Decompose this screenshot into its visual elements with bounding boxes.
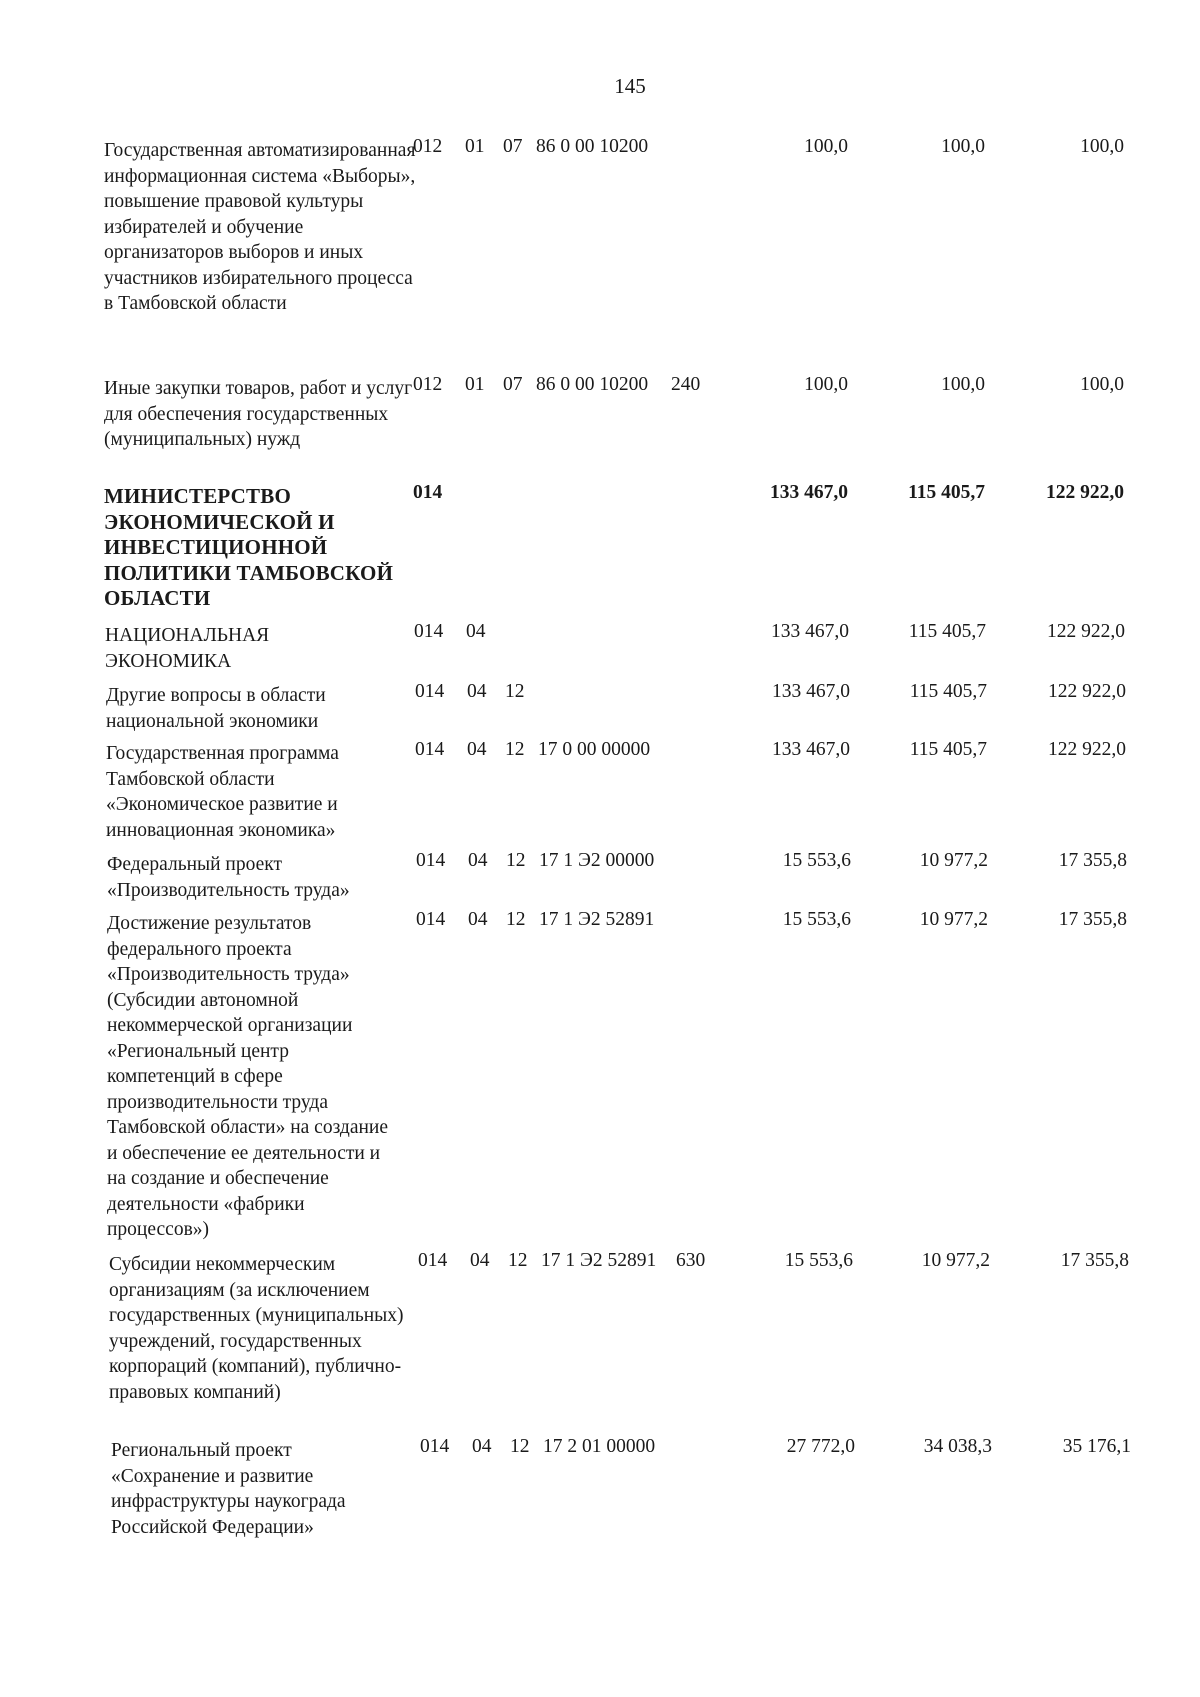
row-name: Другие вопросы в области национальной экономики [106,685,326,732]
cell-vr: 630 [676,1250,706,1271]
cell-sum-3: 100,0 [1080,136,1124,157]
cell-sum-3: 122 922,0 [1048,681,1126,702]
row-name: Государственная автоматизированная информационная система «Выборы», повышение правовой культуры избирателей и обучение организаторов выборов и иных участников избирательного процесса в Тамбовской области [104,140,416,314]
cell-sum-2: 10 977,2 [919,909,988,930]
cell-sum-3: 17 355,8 [1058,850,1127,871]
cell-vr: 240 [671,374,701,395]
cell-ved: 014 [416,850,446,871]
cell-pr: 12 [505,681,525,702]
cell-pr: 12 [505,739,525,760]
cell-rz: 01 [465,136,485,157]
cell-sum-1: 15 553,6 [784,1250,853,1271]
cell-csr: 17 2 01 00000 [543,1436,656,1457]
cell-ved: 014 [415,739,445,760]
cell-csr: 17 1 Э2 52891 [539,909,655,930]
cell-sum-3: 122 922,0 [1048,739,1126,760]
cell-ved: 012 [413,136,443,157]
cell-sum-1: 15 553,6 [782,909,851,930]
cell-sum-1: 133 467,0 [772,681,850,702]
cell-rz: 04 [467,739,487,760]
cell-sum-2: 100,0 [941,136,985,157]
cell-rz: 04 [467,681,487,702]
cell-sum-3: 17 355,8 [1058,909,1127,930]
cell-sum-3: 122 922,0 [1046,482,1124,503]
row-name: Иные закупки товаров, работ и услуг для обеспечения государственных (муниципальных) нужд [104,378,413,450]
cell-ved: 014 [418,1250,448,1271]
cell-ved: 012 [413,374,443,395]
cell-sum-1: 100,0 [804,136,848,157]
cell-sum-3: 17 355,8 [1060,1250,1129,1271]
cell-pr: 12 [506,909,526,930]
cell-sum-1: 133 467,0 [771,621,849,642]
cell-sum-2: 10 977,2 [921,1250,990,1271]
cell-rz: 04 [468,850,488,871]
row-name: Государственная программа Тамбовской области «Экономическое развитие и инновационная экономика» [106,743,339,841]
cell-sum-3: 122 922,0 [1047,621,1125,642]
cell-sum-1: 100,0 [804,374,848,395]
cell-sum-2: 34 038,3 [923,1436,992,1457]
cell-ved: 014 [414,621,444,642]
cell-csr: 17 0 00 00000 [538,739,651,760]
cell-sum-2: 115 405,7 [909,739,987,760]
row-name: Федеральный проект «Производительность труда» [107,854,350,901]
cell-sum-1: 133 467,0 [770,482,848,503]
cell-pr: 07 [503,136,523,157]
cell-sum-1: 27 772,0 [786,1436,855,1457]
page-number: 145 [614,74,646,98]
cell-sum-3: 100,0 [1080,374,1124,395]
cell-sum-2: 10 977,2 [919,850,988,871]
cell-rz: 04 [468,909,488,930]
cell-rz: 01 [465,374,485,395]
row-name: МИНИСТЕРСТВО ЭКОНОМИЧЕСКОЙ И ИНВЕСТИЦИОННОЙ ПОЛИТИКИ ТАМБОВСКОЙ ОБЛАСТИ [104,484,394,610]
cell-sum-2: 115 405,7 [908,621,986,642]
row-name: Субсидии некоммерческим организациям (за исключением государственных (муниципальных) учреждений, государственных корпораций (компаний), публично-правовых компаний) [109,1254,404,1403]
cell-sum-2: 115 405,7 [908,482,985,503]
cell-pr: 07 [503,374,523,395]
cell-csr: 17 1 Э2 00000 [539,850,655,871]
cell-csr: 86 0 00 10200 [536,136,649,157]
cell-sum-1: 15 553,6 [782,850,851,871]
row-name: НАЦИОНАЛЬНАЯ ЭКОНОМИКА [105,625,270,672]
cell-csr: 17 1 Э2 52891 [541,1250,657,1271]
cell-rz: 04 [472,1436,492,1457]
cell-ved: 014 [413,482,443,503]
cell-ved: 014 [420,1436,450,1457]
row-name: Региональный проект «Сохранение и развитие инфраструктуры наукограда Российской Федерации» [111,1440,346,1538]
cell-rz: 04 [470,1250,490,1271]
cell-sum-2: 115 405,7 [909,681,987,702]
cell-pr: 12 [510,1436,530,1457]
cell-pr: 12 [508,1250,528,1271]
cell-ved: 014 [415,681,445,702]
cell-ved: 014 [416,909,446,930]
cell-pr: 12 [506,850,526,871]
cell-sum-3: 35 176,1 [1062,1436,1131,1457]
cell-rz: 04 [466,621,486,642]
cell-sum-1: 133 467,0 [772,739,850,760]
cell-sum-2: 100,0 [941,374,985,395]
row-name: Достижение результатов федерального проекта «Производительность труда» (Субсидии автономной некоммерческой организации «Региональный центр компетенций в сфере производительности труда Тамбовской области» на создание и обеспечение ее деятельности и на создание и обеспечение деятельности «фабрики процессов») [107,913,389,1240]
cell-csr: 86 0 00 10200 [536,374,649,395]
